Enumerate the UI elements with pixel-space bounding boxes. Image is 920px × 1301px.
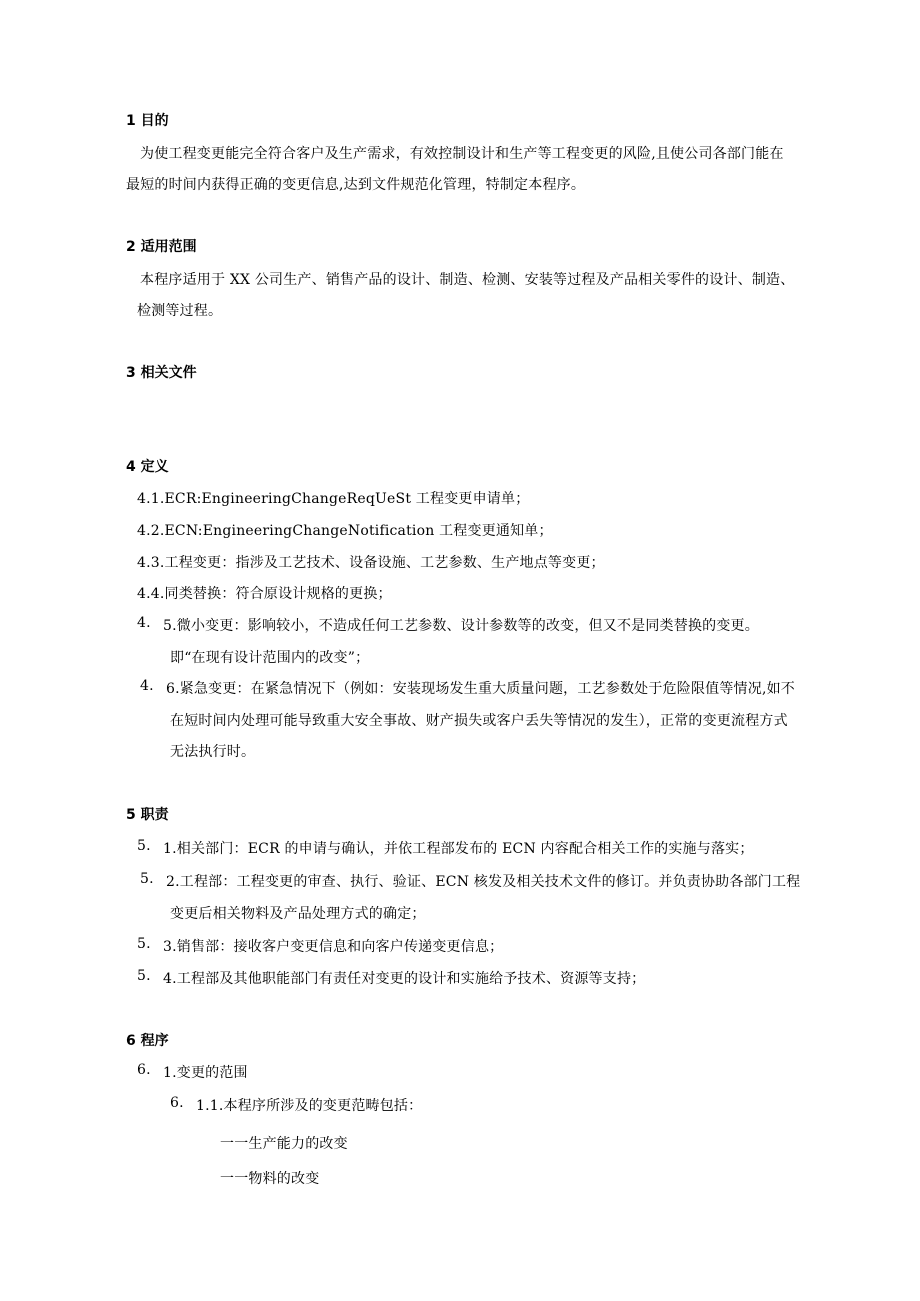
section-6-heading: 6 程序: [126, 1033, 169, 1049]
section-4-heading: 4 定义: [126, 459, 169, 475]
section-5-heading: 5 职责: [126, 807, 169, 823]
definition-item-1: 4.1.ECR:EngineeringChangeReqUeSt 工程变更申请单；: [137, 491, 530, 507]
section-2-heading: 2 适用范围: [126, 239, 197, 255]
responsibility-item-2-line-1: 2.工程部：工程变更的审查、执行、验证、ECN 核发及相关技术文件的修订。并负责协助各部门工程: [166, 874, 801, 890]
responsibility-item-4: 4.工程部及其他职能部门有责任对变更的设计和实施给予技术、资源等支持；: [163, 971, 646, 987]
responsibility-item-3-number: 5.: [137, 936, 151, 952]
definition-item-2: 4.2.ECN:EngineeringChangeNotification 工程变更通知单；: [137, 523, 553, 539]
definition-item-5-line-1: 5.微小变更：影响较小，不造成任何工艺参数、设计参数等的改变，但又不是同类替换的变更。: [163, 618, 759, 634]
scope-bullet-1: 一一生产能力的改变: [220, 1136, 348, 1152]
definition-item-6-line-2: 在短时间内处理可能导致重大安全事故、财产损失或客户丢失等情况的发生），正常的变更流程方式: [170, 713, 788, 729]
definition-item-5-number: 4.: [137, 615, 151, 631]
section-3-heading: 3 相关文件: [126, 365, 197, 381]
definition-item-6-line-3: 无法执行时。: [170, 744, 256, 760]
responsibility-item-2-number: 5.: [140, 871, 154, 887]
scope-bullet-2: 一一物料的改变: [220, 1171, 320, 1187]
definition-item-5-line-2: 即“在现有设计范围内的改变”；: [170, 650, 370, 666]
procedure-item-1-1-number: 6.: [170, 1095, 184, 1111]
section-1-text-line-2: 最短的时间内获得正确的变更信息,达到文件规范化管理，特制定本程序。: [126, 177, 586, 193]
responsibility-item-1: 1.相关部门：ECR 的申请与确认，并依工程部发布的 ECN 内容配合相关工作的实施与落实；: [163, 841, 754, 857]
responsibility-item-2-line-2: 变更后相关物料及产品处理方式的确定；: [170, 906, 426, 922]
responsibility-item-1-number: 5.: [137, 838, 151, 854]
procedure-item-1-1: 1.1.本程序所涉及的变更范畴包括：: [196, 1098, 423, 1114]
definition-item-3: 4.3.工程变更：指涉及工艺技术、设备设施、工艺参数、生产地点等变更；: [137, 555, 605, 571]
definition-item-6-number: 4.: [140, 678, 154, 694]
responsibility-item-3: 3.销售部：接收客户变更信息和向客户传递变更信息；: [163, 939, 504, 955]
section-1-heading: 1 目的: [126, 113, 169, 129]
section-1-text-line-1: 为使工程变更能完全符合客户及生产需求，有效控制设计和生产等工程变更的风险,且使公司各部门能在: [140, 146, 784, 162]
procedure-item-1-number: 6.: [137, 1062, 151, 1078]
definition-item-4: 4.4.同类替换：符合原设计规格的更换；: [137, 586, 392, 602]
section-2-text-line-1: 本程序适用于 XX 公司生产、销售产品的设计、制造、检测、安装等过程及产品相关零件的设计、制造、: [140, 272, 795, 288]
responsibility-item-4-number: 5.: [137, 968, 151, 984]
section-2-text-line-2: 检测等过程。: [137, 303, 223, 319]
definition-item-6-line-1: 6.紧急变更：在紧急情况下（例如：安装现场发生重大质量问题，工艺参数处于危险限值等情况,如不: [166, 681, 796, 697]
procedure-item-1: 1.变更的范围: [163, 1065, 248, 1081]
